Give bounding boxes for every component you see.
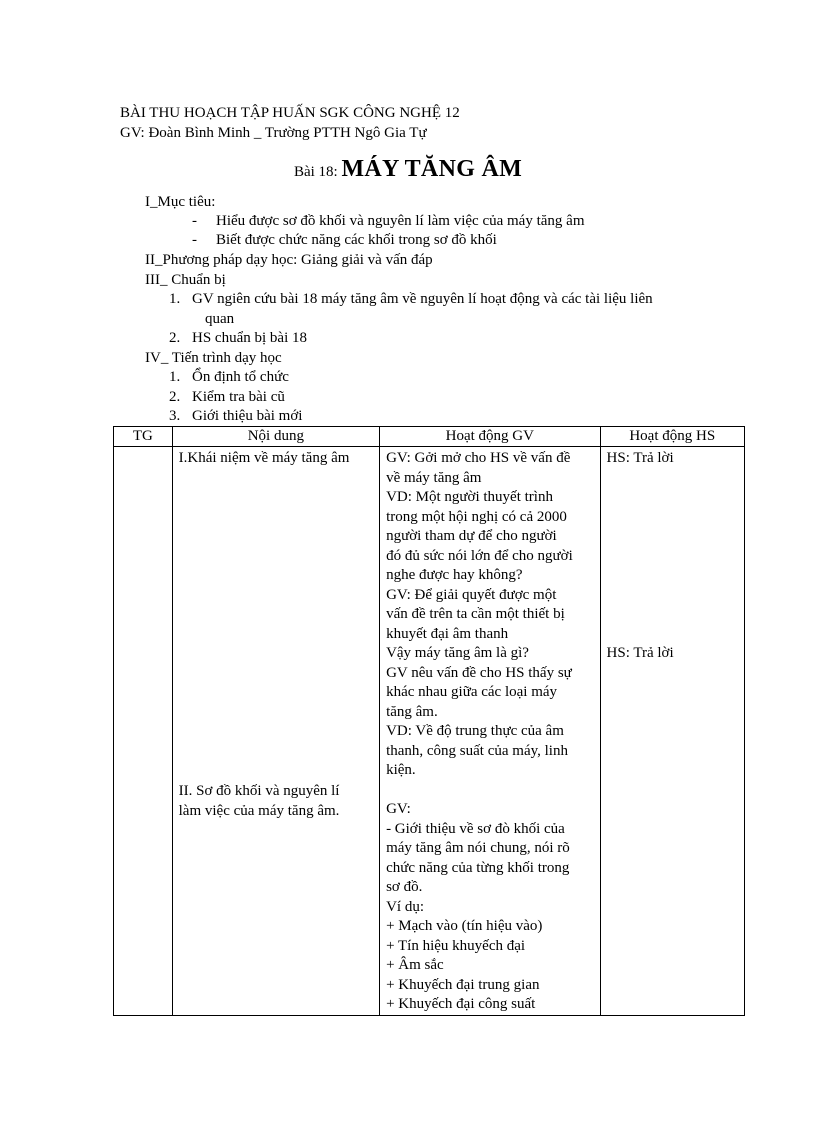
table-header-row: [114, 427, 745, 447]
header-time: TG: [114, 427, 173, 447]
teacher-activity-line: đó đủ sức nói lớn để cho người: [386, 547, 573, 564]
time-cell: [114, 447, 173, 1016]
lesson-number: Bài 18:: [293, 164, 338, 180]
dash-bullet: -: [192, 213, 197, 229]
preparation-item: HS chuẩn bị bài 18: [192, 330, 307, 346]
teacher-activity-line: về máy tăng âm: [386, 469, 482, 486]
teacher-activity-line: GV: Gởi mở cho HS về vấn đề: [386, 450, 571, 466]
student-answer: HS: Trả lời: [606, 450, 674, 466]
content-cell: [172, 447, 379, 1016]
teacher-activity-line: thanh, công suất của máy, linh: [386, 742, 568, 759]
list-number: 2.: [169, 330, 181, 346]
objective-item: Hiểu được sơ đồ khối và nguyên lí làm việc của máy tăng âm: [216, 213, 585, 229]
teacher-activity-line: trong một hội nghị có cả 2000: [386, 508, 567, 525]
lesson-plan-table: [113, 426, 745, 1016]
section-preparation: III_ Chuẩn bị: [145, 272, 226, 288]
section-objectives: I_Mục tiêu:: [145, 194, 216, 210]
content-block-diagram-l1: II. Sơ đồ khối và nguyên lí: [178, 783, 340, 799]
preparation-item-cont: quan: [205, 311, 235, 327]
teacher-activity-line: + Khuyếch đại công suất: [386, 996, 536, 1012]
lesson-title: [0, 156, 816, 183]
list-number: 2.: [169, 389, 181, 405]
header-student-activity: Hoạt động HS: [600, 427, 744, 447]
report-title: BÀI THU HOẠCH TẬP HUẤN SGK CÔNG NGHỆ 12: [120, 105, 460, 121]
teacher-activity-line: + Âm sắc: [386, 957, 444, 973]
teacher-activity-line: máy tăng âm nói chung, nói rõ: [386, 840, 570, 856]
teacher-activity-line: người tham dự để cho người: [386, 528, 557, 544]
teacher-activity-line: chức năng của từng khối trong: [386, 859, 570, 876]
procedure-item: Kiểm tra bài cũ: [192, 389, 285, 405]
header-teacher-activity: Hoạt động GV: [380, 427, 600, 447]
content-block-diagram-l2: làm việc của máy tăng âm.: [178, 803, 340, 819]
teacher-activity-line: khuyết đại âm thanh: [386, 625, 509, 642]
dash-bullet: -: [192, 232, 197, 248]
teacher-activity-line: khác nhau giữa các loại máy: [386, 684, 558, 700]
teacher-activity-line: nghe được hay không?: [386, 567, 523, 583]
student-answer: HS: Trả lời: [606, 645, 674, 661]
procedure-item: Ổn định tổ chức: [192, 369, 289, 385]
teacher-activity-line: tăng âm.: [386, 703, 438, 720]
teacher-activity-line: VD: Một người thuyết trình: [386, 489, 553, 505]
section-method: II_Phương pháp dạy học: Giảng giải và vấn đáp: [145, 252, 433, 268]
teacher-activity-line: kiện.: [386, 762, 416, 778]
teacher-activity-spacer: [386, 781, 593, 801]
teacher-line: GV: Đoàn Bình Minh _ Trường PTTH Ngô Gia Tự: [120, 125, 427, 141]
table-row: [114, 447, 745, 1016]
teacher-activity-line: vấn đề trên ta cần một thiết bị: [386, 606, 565, 622]
lesson-name: MÁY TĂNG ÂM: [341, 156, 523, 182]
teacher-activity-line: GV: Để giải quyết được một: [386, 586, 557, 603]
header-content: Nội dung: [172, 427, 379, 447]
teacher-activity-line: GV:: [386, 801, 411, 817]
list-number: 3.: [169, 408, 181, 424]
list-number: 1.: [169, 291, 181, 307]
teacher-activity-cell: [380, 447, 600, 1016]
procedure-item: Giới thiệu bài mới: [192, 408, 303, 424]
teacher-activity-line: Vậy máy tăng âm là gì?: [386, 645, 529, 661]
list-number: 1.: [169, 369, 181, 385]
section-procedure: IV_ Tiến trình dạy học: [145, 350, 282, 366]
objective-item: Biết được chức năng các khối trong sơ đồ khối: [216, 232, 497, 248]
teacher-activity-line: sơ đồ.: [386, 879, 423, 895]
content-concept: I.Khái niệm về máy tăng âm: [178, 450, 350, 466]
teacher-activity-line: + Mạch vào (tín hiệu vào): [386, 918, 543, 934]
teacher-activity-line: Ví dụ:: [386, 898, 424, 915]
preparation-item: GV ngiên cứu bài 18 máy tăng âm về nguyên lí hoạt động và các tài liệu liên: [192, 291, 653, 307]
teacher-activity-line: - Giới thiệu về sơ đò khối của: [386, 820, 565, 837]
teacher-activity-line: VD: Về độ trung thực của âm: [386, 723, 564, 739]
student-activity-cell: [600, 447, 744, 1016]
teacher-activity-line: + Khuyếch đại trung gian: [386, 976, 540, 993]
teacher-activity-line: + Tín hiệu khuyếch đại: [386, 937, 526, 954]
teacher-activity-line: GV nêu vấn đề cho HS thấy sự: [386, 664, 572, 681]
